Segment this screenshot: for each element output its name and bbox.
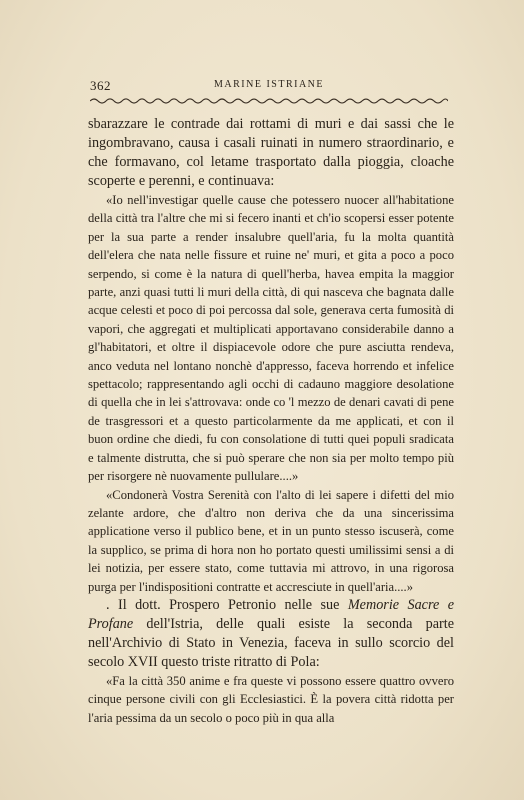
book-title: Memorie Sacre e Profane [88, 596, 454, 632]
quotation: «Fa la città 350 anime e fra queste vi possono essere quattro ovvero cinque persone civili con gli Ecclesiastici. È la povera città ridotta per l'aria pessima da un secolo o poco più in qua alla [88, 673, 454, 725]
quotation: «Condonerà Vostra Serenità con l'alto di lei sapere i difetti del mio zelante ardore, che d'altro non deriva che da una sincerissima applicatione verso il publico bene, et in un punto stesso iscuserà, come la supplico, se prima di hora non ho portato questi umilissimi sensi a di lei notizia, per essere stato, come tuttavia mi attrovo, in una rigorosa purga per l'indispositioni contratte et accresciute in quell'aria....» [88, 487, 454, 594]
paragraph-text: . Il dott. Prospero Petronio nelle sue [106, 596, 348, 613]
body-text [88, 115, 454, 727]
page-number: 362 [90, 78, 111, 93]
wavy-rule-ornament [90, 96, 448, 106]
running-title: MARINE ISTRIANE [214, 79, 324, 90]
page-header [90, 78, 448, 98]
paragraph [88, 596, 454, 672]
paragraph-text: dell'Istria, delle quali esiste la seconda parte nell'Archivio di Stato in Venezia, faceva in sullo scorcio del secolo XVII questo triste ritratto di Pola: [88, 615, 454, 670]
paragraph: sbarazzare le contrade dai rottami di muri e dai sassi che le ingombravano, causa i casali ruinati in numero straordinario, e che formavano, col letame trasportato dalla pioggia, cloache scoperte e perenni, e continuava: [88, 116, 454, 189]
quotation: «Io nell'investigar quelle cause che potessero nuocer all'habitatione della città tra l'altre che mi si fecero inanti et ch'io scopersi esser potente per la sua parte a render insalubre quell'aria, fu la molta quantità dell'elera che nata nelle fissure et ruine ne' muri, et gita a poco a poco serpendo, si come è la natura di quell'herba, havea empita la maggior parte, anzi quasi tutti li muri della città, di qui nasceva che bagnata dalle acque celesti et poco di poi percossa dal sole, generava certa fumosità di vapori, che aggregati et multiplicati apportavano considerabile danno a gl'habitatori, et oltre il dispiacevole odore che pure asciutta rendeva, anco veduta nel lontano nonchè d'appresso, faceva horrendo et infelice spettacolo; rappresentando agli occhi di cadauno maggiore desolatione di quella che in lei s'attrovava: onde co 'l mezzo de denari cavati di pene de trasgressori et a questo particolarmente da me applicati, et con il buon ordine che diedi, fu con consolatione di tutti quei populi sradicata e talmente distrutta, che si può sperare che non sia per molto tempo più per risorgere nè nuovamente pullulare....» [88, 193, 454, 484]
